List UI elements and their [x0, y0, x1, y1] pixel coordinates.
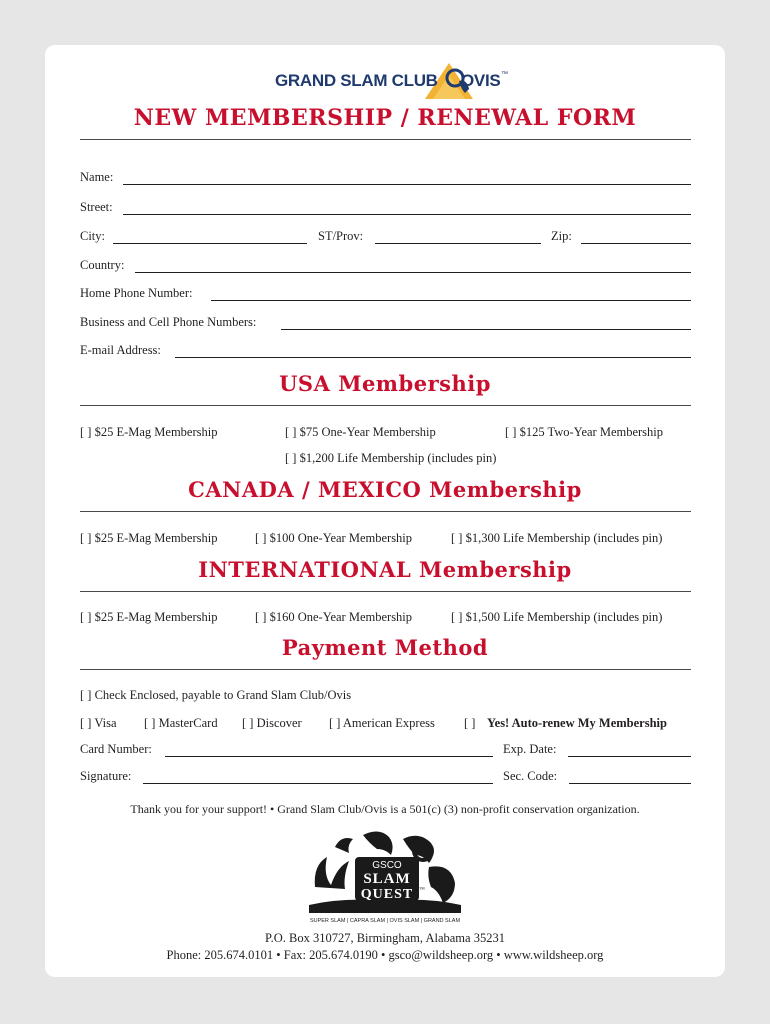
grand-slam-club-ovis-logo	[275, 65, 535, 97]
home-phone-label: Home Phone Number:	[80, 286, 193, 300]
discover-option[interactable]: [ ] Discover	[242, 716, 302, 730]
city-label: City:	[80, 229, 106, 243]
canada-life-option[interactable]: [ ] $1,300 Life Membership (includes pin)	[451, 531, 663, 545]
auto-renew-label: Yes! Auto-renew My Membership	[487, 716, 667, 730]
signature-field[interactable]	[143, 783, 493, 784]
slam-text: SLAM	[363, 871, 411, 887]
name-label: Name:	[80, 170, 114, 184]
payment-method-heading: Payment Method	[281, 635, 489, 660]
canada-mexico-membership-heading: CANADA / MEXICO Membership	[188, 477, 582, 502]
exp-date-label: Exp. Date:	[503, 742, 557, 756]
city-field[interactable]	[113, 243, 307, 244]
street-label: Street:	[80, 200, 113, 214]
check-enclosed-option[interactable]: [ ] Check Enclosed, payable to Grand Slam Club/Ovis	[80, 688, 352, 702]
international-one-year-option[interactable]: [ ] $160 One-Year Membership	[255, 610, 413, 624]
signature-label: Signature:	[80, 769, 132, 783]
canada-emag-option[interactable]: [ ] $25 E-Mag Membership	[80, 531, 218, 545]
zip-field[interactable]	[581, 243, 691, 244]
country-label: Country:	[80, 258, 125, 272]
zip-label: Zip:	[551, 229, 572, 243]
divider	[80, 591, 691, 592]
divider	[80, 511, 691, 512]
street-field[interactable]	[123, 214, 691, 215]
international-emag-option[interactable]: [ ] $25 E-Mag Membership	[80, 610, 218, 624]
thank-you-note: Thank you for your support! • Grand Slam Club/Ovis is a 501(c) (3) non-profit conservation organization.	[130, 802, 640, 816]
footer-address: P.O. Box 310727, Birmingham, Alabama 35231	[265, 931, 505, 945]
canada-one-year-option[interactable]: [ ] $100 One-Year Membership	[255, 531, 413, 545]
exp-date-field[interactable]	[568, 756, 691, 757]
st-prov-label: ST/Prov:	[318, 229, 364, 243]
mastercard-option[interactable]: [ ] MasterCard	[144, 716, 218, 730]
logo-text: GRAND SLAM CLUB	[275, 71, 438, 90]
slam-quest-tagline: SUPER SLAM | CAPRA SLAM | OVIS SLAM | GRAND SLAM	[309, 918, 461, 924]
sec-code-label: Sec. Code:	[503, 769, 558, 783]
slam-quest-logo	[305, 827, 465, 927]
membership-form-page	[45, 45, 725, 977]
name-field[interactable]	[123, 184, 691, 185]
email-label: E-mail Address:	[80, 343, 161, 357]
footer-contact: Phone: 205.674.0101 • Fax: 205.674.0190 • gsco@wildsheep.org • www.wildsheep.org	[166, 948, 604, 962]
international-life-option[interactable]: [ ] $1,500 Life Membership (includes pin)	[451, 610, 663, 624]
usa-emag-option[interactable]: [ ] $25 E-Mag Membership	[80, 425, 218, 439]
logo-trademark: ™	[501, 71, 508, 78]
divider	[80, 405, 691, 406]
st-prov-field[interactable]	[375, 243, 541, 244]
divider	[80, 139, 691, 140]
gsco-text: GSCO	[372, 860, 402, 871]
business-phone-label: Business and Cell Phone Numbers:	[80, 315, 257, 329]
card-number-field[interactable]	[165, 756, 493, 757]
slam-quest-trademark: ™	[419, 887, 425, 893]
visa-option[interactable]: [ ] Visa	[80, 716, 117, 730]
auto-renew-checkbox[interactable]: [ ]	[464, 716, 476, 730]
usa-two-year-option[interactable]: [ ] $125 Two-Year Membership	[505, 425, 664, 439]
international-membership-heading: INTERNATIONAL Membership	[198, 557, 572, 582]
form-title: NEW MEMBERSHIP / RENEWAL FORM	[133, 105, 637, 131]
divider	[80, 669, 691, 670]
usa-life-option[interactable]: [ ] $1,200 Life Membership (includes pin)	[285, 451, 497, 465]
logo-text-ovis: OVIS	[461, 71, 501, 90]
american-express-option[interactable]: [ ] American Express	[329, 716, 435, 730]
card-number-label: Card Number:	[80, 742, 152, 756]
home-phone-field[interactable]	[211, 300, 691, 301]
country-field[interactable]	[135, 272, 691, 273]
email-field[interactable]	[175, 357, 691, 358]
usa-one-year-option[interactable]: [ ] $75 One-Year Membership	[285, 425, 436, 439]
business-phone-field[interactable]	[281, 329, 691, 330]
usa-membership-heading: USA Membership	[279, 371, 491, 396]
quest-text: QUEST	[360, 887, 414, 902]
sec-code-field[interactable]	[569, 783, 691, 784]
